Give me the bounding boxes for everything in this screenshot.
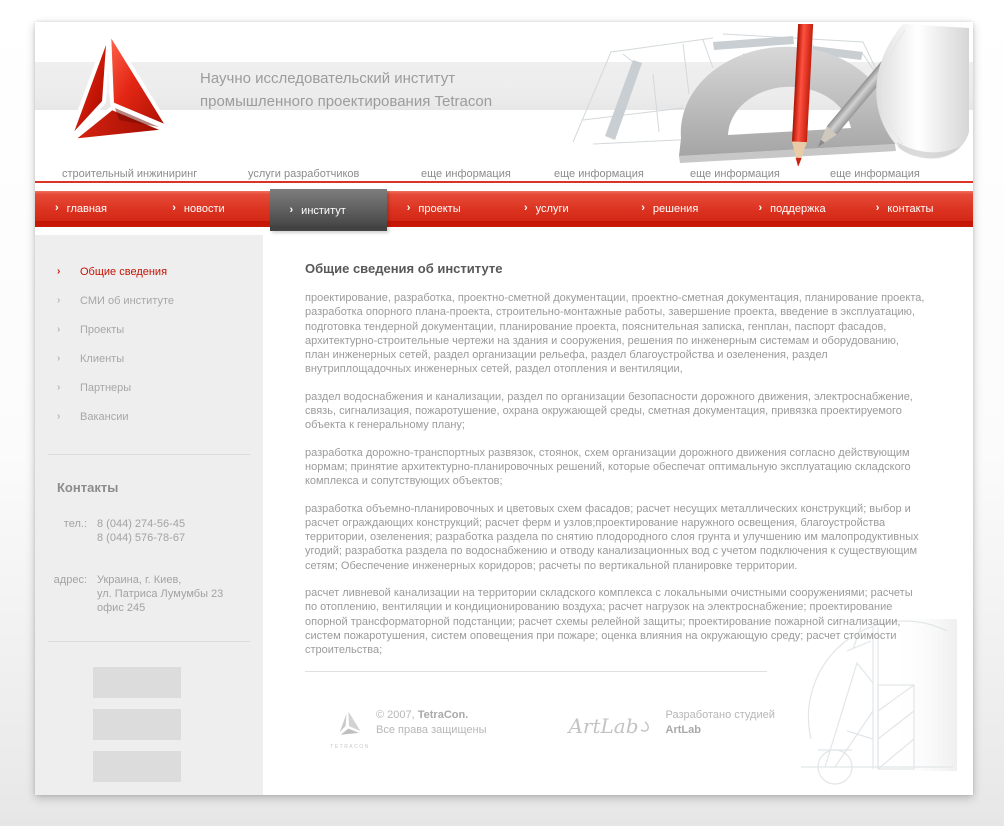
top-link-engineering[interactable]: строительный инжиниринг — [62, 168, 198, 180]
site-title-line1: Научно исследовательский институт — [200, 70, 456, 87]
address-line-2: ул. Патриса Лумумбы 23 — [97, 588, 224, 600]
page-title: Общие сведения об институте — [305, 261, 503, 276]
chevron-right-icon: › — [875, 202, 880, 214]
copyright-block — [376, 708, 486, 738]
top-link-more-info-3[interactable]: еще информация — [690, 168, 780, 180]
sidebar-divider — [48, 641, 250, 642]
sidebar-item-label: Проекты — [80, 323, 125, 336]
credit-line1: Разработано студией — [665, 708, 775, 721]
banner-placeholders — [93, 667, 263, 782]
content-paragraph: проектирование, разработка, проектно-сметной документации, проектно-сметная документация, планирование проекта, разработка опорного плана-проекта, строительно-монтажные работы, завершение проекта, введение в эксплуатацию, подготовка тендерной документации, планирование проекта, пояснительная записка, генплан, паспорт фасадов, архитектурно-строительные чертежи на здания и сооружения, решения по инженерным системам и оборудованию, план инженерных сетей, раздел организации рельефа, раздел благоустройства и озеленения, раздел внутриплощадочных инженерных сетей, раздел отопления и вентиляции, — [305, 292, 925, 376]
footer — [305, 708, 925, 750]
top-link-more-info-1[interactable]: еще информация — [421, 168, 511, 180]
sidebar-divider — [48, 454, 250, 455]
nav-item-solutions[interactable] — [621, 191, 738, 227]
artlab-swash-icon — [639, 717, 652, 733]
phone-label: тел.: — [63, 518, 87, 530]
artlab-logo-text: ArtLab — [568, 713, 639, 738]
sidebar-item-media[interactable] — [35, 286, 263, 315]
contacts-phone-row — [35, 517, 263, 545]
address-line-3: офис 245 — [97, 602, 146, 614]
credit-block — [666, 708, 775, 738]
top-link-more-info-2[interactable]: еще информация — [554, 168, 644, 180]
content-paragraph: раздел водоснабжения и канализации, раздел по организации безопасности дорожного движения, электроснабжение, связь, сигнализация, пожаротушение, охрана окружающей среды, сметная документация, привязка проектируемого объекта к генеральному плану; — [305, 390, 913, 432]
sidebar-item-label: Клиенты — [80, 352, 125, 365]
banner-placeholder — [93, 667, 181, 698]
tetracon-footer-logo-icon — [333, 708, 367, 738]
chevron-right-icon: › — [57, 382, 61, 393]
footer-divider — [305, 671, 767, 672]
sidebar — [35, 235, 263, 795]
address-values — [97, 573, 223, 615]
sidebar-item-clients[interactable] — [35, 344, 263, 373]
nav-item-services[interactable] — [504, 191, 621, 227]
tetracon-logo-icon[interactable] — [63, 28, 175, 150]
content-paragraph: расчет ливневой канализации на территории складского комплекса с локальными очистными сооружениями; расчеты по отоплению, вентиляции и кондиционированию воздуха; расчет нагрузок на электроснабжение; проектирование опорной трансформаторной подстанции; расчет схемы релейной защиты; проектирование пожарной сигнализации, систем пожаротушения, систем оповещения при пожаре; оценка влияния на окружающую среду; расчет стоимости строительства; — [305, 587, 913, 657]
contacts-address-row — [35, 573, 263, 615]
site-page — [35, 22, 973, 795]
nav-label: контакты — [887, 203, 934, 215]
address-label: адрес: — [53, 574, 87, 586]
sidebar-item-label: Партнеры — [80, 381, 132, 394]
nav-item-support[interactable] — [739, 191, 856, 227]
main-nav-bar — [35, 191, 973, 227]
nav-item-news[interactable] — [152, 191, 269, 227]
banner-placeholder — [93, 709, 181, 740]
chevron-right-icon: › — [406, 202, 411, 214]
secondary-nav — [35, 168, 973, 181]
contacts-heading: Контакты — [57, 480, 119, 495]
chevron-right-icon: › — [57, 324, 61, 335]
sidebar-item-label: СМИ об институте — [80, 294, 175, 307]
nav-item-contacts[interactable] — [856, 191, 973, 227]
main-content — [263, 235, 973, 795]
phone-values — [97, 517, 185, 545]
address-line-1: Украина, г. Киев, — [97, 574, 182, 586]
chevron-right-icon: › — [758, 202, 763, 214]
sidebar-item-projects[interactable] — [35, 315, 263, 344]
top-link-developer-services[interactable]: услуги разработчиков — [248, 168, 360, 180]
phone-number-1: 8 (044) 274-56-45 — [97, 518, 186, 530]
credit-brand-link[interactable]: ArtLab — [665, 723, 701, 736]
chevron-right-icon: › — [524, 202, 528, 214]
banner-placeholder — [93, 751, 181, 782]
copyright-line2: Все права защищены — [376, 723, 487, 736]
chevron-right-icon: › — [289, 204, 294, 216]
chevron-right-icon: › — [57, 295, 61, 306]
chevron-right-icon: › — [641, 202, 645, 214]
nav-item-projects[interactable] — [387, 191, 504, 227]
content-paragraph: разработка дорожно-транспортных развязок, стоянок, схем организации дорожного движения согласно действующим нормам; принятие архитектурно-планировочных решений, которые обеспечат оптимальную эксплуатацию складского комплекса и сопутствующих объектов; — [305, 446, 911, 488]
nav-label: новости — [183, 203, 225, 215]
footer-logo-caption: TETRACON — [330, 743, 370, 750]
blueprint-illustration — [563, 24, 973, 166]
sidebar-item-label: Общие сведения — [80, 265, 168, 278]
sidebar-item-label: Вакансии — [80, 410, 129, 423]
footer-logo — [330, 708, 370, 750]
body-row — [35, 235, 973, 795]
nav-item-home[interactable] — [35, 191, 152, 227]
content-paragraph: разработка объемно-планировочных и цветовых схем фасадов; расчет несущих металлических конструкций; выбор и расчет ограждающих конструкций; расчет ферм и узлов;проектирование наружного освещения, благоустройства территории, озеленения; разработка раздела по снятию плодородного слоя грунта и улучшению им малопродуктивных угодий; разработка раздела по водоснабжению и отводу канализационных вод с учетом подключения к существующим сетям; Обеспечение инженерных коридоров; расчеты по вертикальной планировке территории. — [305, 502, 919, 572]
chevron-right-icon: › — [172, 202, 176, 214]
site-title-line2: промышленного проектирования Tetracon — [200, 93, 493, 110]
artlab-logo[interactable] — [568, 714, 651, 738]
sidebar-menu — [35, 257, 263, 431]
nav-label: поддержка — [770, 203, 826, 215]
sidebar-item-general-info[interactable] — [35, 257, 263, 286]
nav-item-institute[interactable] — [270, 189, 387, 231]
copyright-brand: TetraCon. — [417, 708, 469, 721]
nav-label: проекты — [418, 203, 461, 215]
sidebar-item-vacancies[interactable] — [35, 402, 263, 431]
red-divider-line — [35, 181, 973, 183]
copyright-line1 — [376, 708, 486, 723]
chevron-right-icon: › — [57, 353, 61, 364]
site-title — [200, 67, 492, 113]
copyright-prefix: © 2007, — [376, 708, 418, 721]
nav-label: решения — [652, 203, 699, 215]
sidebar-item-partners[interactable] — [35, 373, 263, 402]
phone-number-2: 8 (044) 576-78-67 — [97, 532, 186, 544]
chevron-right-icon: › — [57, 266, 61, 277]
nav-label: услуги — [535, 203, 569, 215]
chevron-right-icon: › — [57, 411, 61, 422]
top-link-more-info-4[interactable]: еще информация — [830, 168, 920, 180]
nav-label: институт — [301, 205, 346, 217]
nav-label: главная — [66, 203, 107, 215]
chevron-right-icon: › — [55, 202, 59, 214]
